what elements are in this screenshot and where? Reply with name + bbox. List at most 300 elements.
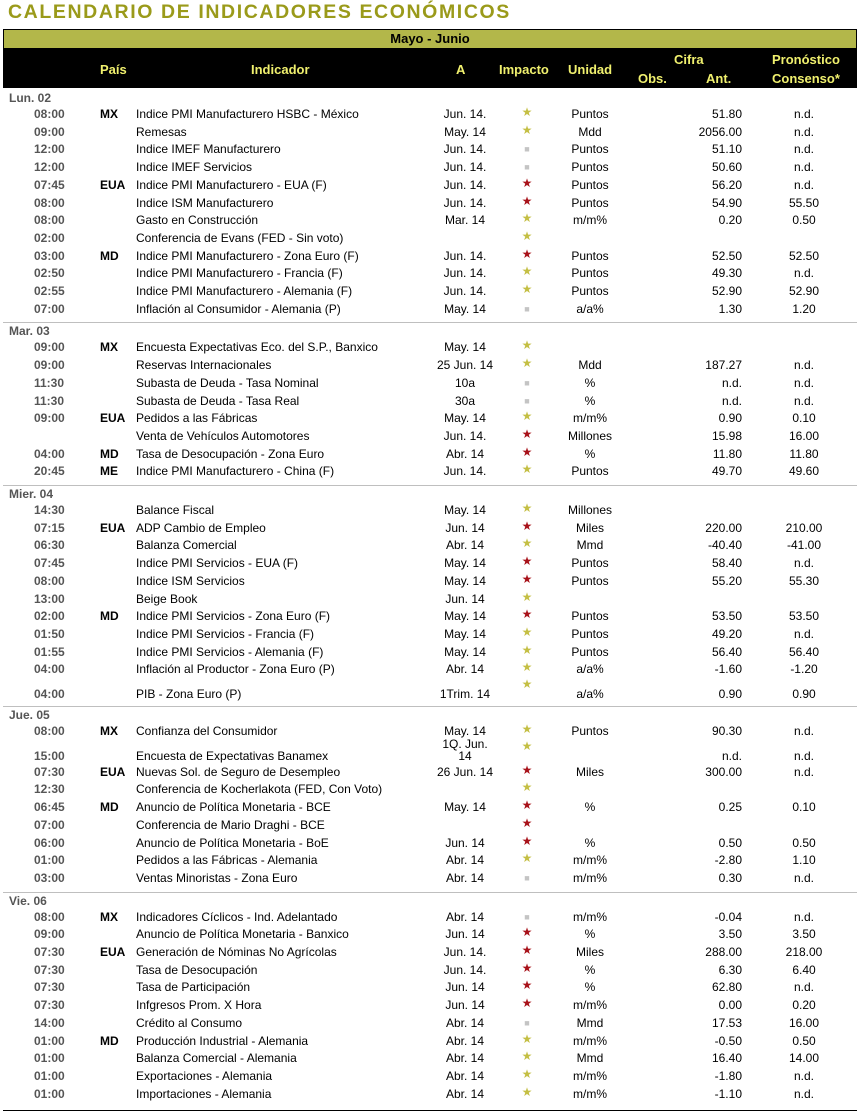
table-row xyxy=(0,105,859,123)
period-band: Mayo - Junio xyxy=(3,29,857,49)
consensus-cell: 16.00 xyxy=(788,1015,820,1030)
table-row xyxy=(0,176,859,194)
time-cell: 09:00 xyxy=(34,124,65,139)
previous-value-cell: n.d. xyxy=(721,748,742,763)
period-cell: May. 14 xyxy=(444,556,486,571)
impact-medium-icon: ★ xyxy=(521,282,533,296)
page-title: CALENDARIO DE INDICADORES ECONÓMICOS xyxy=(8,1,511,23)
indicator-cell: Balanza Comercial xyxy=(136,538,237,553)
previous-value-cell: 52.90 xyxy=(711,284,742,298)
time-cell: 14:30 xyxy=(34,503,65,517)
period-cell: Abr. 14 xyxy=(445,853,485,868)
previous-value-cell: 49.30 xyxy=(711,266,742,281)
day-separator xyxy=(3,706,857,707)
impact-high-icon: ★ xyxy=(521,607,533,622)
unit-cell: Puntos xyxy=(571,644,609,659)
period-cell: May. 14 xyxy=(444,609,486,624)
table-row xyxy=(0,625,859,643)
consensus-cell: 49.60 xyxy=(788,464,820,479)
impact-medium-icon: ★ xyxy=(521,1031,533,1046)
time-cell: 04:00 xyxy=(34,662,65,677)
previous-value-cell: 58.40 xyxy=(711,556,742,571)
table-row xyxy=(0,780,859,798)
period-cell: Jun. 14. xyxy=(443,266,487,281)
consensus-cell: 0.50 xyxy=(792,213,816,228)
time-cell: 04:00 xyxy=(34,446,65,461)
impact-medium-icon: ★ xyxy=(521,264,533,279)
time-cell: 02:00 xyxy=(34,230,65,245)
period-cell: Abr. 14 xyxy=(445,1086,485,1101)
consensus-cell: 16.00 xyxy=(788,428,820,443)
consensus-cell: n.d. xyxy=(793,160,814,175)
impact-medium-icon: ★ xyxy=(521,1049,533,1064)
period-cell: Mar. 14 xyxy=(444,213,486,228)
consensus-cell: 0.50 xyxy=(792,835,816,850)
col-ant: Ant. xyxy=(706,71,732,86)
time-cell: 08:00 xyxy=(34,573,65,588)
unit-cell: % xyxy=(584,962,596,977)
indicator-cell: Producción Industrial - Alemania xyxy=(136,1033,309,1048)
time-cell: 14:00 xyxy=(34,1015,65,1030)
time-cell: 07:30 xyxy=(34,945,65,959)
time-cell: 01:00 xyxy=(34,1033,65,1048)
unit-cell: Puntos xyxy=(571,609,609,624)
indicator-cell: Encuesta de Expectativas Banamex xyxy=(136,748,329,763)
table-row xyxy=(0,140,859,158)
period-cell: May. 14 xyxy=(444,644,486,659)
table-row xyxy=(0,660,859,678)
consensus-cell: n.d. xyxy=(793,107,814,121)
impact-medium-icon: ★ xyxy=(521,589,533,604)
table-row xyxy=(0,264,859,282)
table-row xyxy=(0,392,859,410)
time-cell: 13:00 xyxy=(34,591,65,606)
table-row xyxy=(0,763,859,781)
country-cell: EUA xyxy=(100,177,126,192)
indicator-cell: ADP Cambio de Empleo xyxy=(136,520,266,535)
time-cell: 07:15 xyxy=(34,520,65,535)
previous-value-cell: n.d. xyxy=(721,375,742,390)
impact-high-icon: ★ xyxy=(521,193,533,208)
consensus-cell: 55.50 xyxy=(788,195,820,210)
time-cell: 03:00 xyxy=(34,248,65,263)
table-row xyxy=(0,536,859,554)
previous-value-cell: 56.20 xyxy=(711,177,742,192)
table-row xyxy=(0,554,859,572)
period-cell: Jun. 14. xyxy=(443,284,487,298)
indicator-cell: Indice PMI Manufacturero - China (F) xyxy=(136,464,335,479)
day-label: Jue. 05 xyxy=(9,708,50,722)
consensus-cell: 3.50 xyxy=(792,927,816,942)
indicator-cell: Anuncio de Política Monetaria - BoE xyxy=(136,835,329,850)
period-cell: Jun. 14 xyxy=(445,980,485,995)
period-cell: May. 14 xyxy=(444,800,486,815)
table-row xyxy=(0,851,859,869)
previous-value-cell: 49.70 xyxy=(711,464,742,479)
period-cell: May. 14 xyxy=(444,340,486,355)
impact-medium-icon: ★ xyxy=(521,536,533,551)
table-row xyxy=(0,943,859,961)
table-row xyxy=(0,834,859,852)
time-cell: 01:00 xyxy=(34,1051,65,1066)
time-cell: 07:00 xyxy=(34,301,65,316)
period-cell: Jun. 14. xyxy=(443,962,487,977)
unit-cell: m/m% xyxy=(573,1033,607,1048)
unit-cell: Puntos xyxy=(571,573,609,588)
table-row xyxy=(0,229,859,247)
time-cell: 01:00 xyxy=(34,1086,65,1101)
unit-cell: Puntos xyxy=(571,177,609,192)
unit-cell: Miles xyxy=(575,764,604,779)
indicator-cell: Inflación al Consumidor - Alemania (P) xyxy=(136,301,341,316)
table-row xyxy=(0,247,859,265)
period-cell: Jun. 14 xyxy=(445,591,485,606)
impact-low-icon: ■ xyxy=(524,1017,530,1028)
indicator-cell: Balance Fiscal xyxy=(136,503,215,517)
indicator-cell: Balanza Comercial - Alemania xyxy=(136,1051,297,1066)
day-separator xyxy=(3,322,857,323)
impact-medium-icon: ★ xyxy=(521,122,533,137)
previous-value-cell: 2056.00 xyxy=(698,124,742,139)
indicator-cell: Indice IMEF Manufacturero xyxy=(136,142,281,157)
unit-cell: a/a% xyxy=(576,301,604,316)
table-row xyxy=(0,501,859,519)
period-cell: Abr. 14 xyxy=(445,870,485,885)
country-cell: MD xyxy=(100,800,119,815)
unit-cell: % xyxy=(584,393,596,408)
impact-high-icon: ★ xyxy=(521,978,533,993)
consensus-cell: 0.10 xyxy=(792,411,816,426)
time-cell: 06:00 xyxy=(34,835,65,850)
indicator-cell: Indice PMI Manufacturero - EUA (F) xyxy=(136,177,327,192)
impact-medium-icon: ★ xyxy=(521,642,533,657)
table-row xyxy=(0,409,859,427)
period-cell: Jun. 14. xyxy=(443,945,487,959)
indicator-cell: Indice PMI Servicios - Alemania (F) xyxy=(136,644,324,659)
unit-cell: m/m% xyxy=(573,998,607,1013)
indicator-cell: Indice PMI Manufacturero - Alemania (F) xyxy=(136,284,353,298)
previous-value-cell: -0.50 xyxy=(714,1033,742,1048)
country-cell: MD xyxy=(100,609,119,624)
indicator-cell: PIB - Zona Euro (P) xyxy=(136,687,242,701)
previous-value-cell: -2.80 xyxy=(714,853,742,868)
impact-medium-icon: ★ xyxy=(521,851,533,866)
consensus-cell: n.d. xyxy=(793,556,814,571)
indicator-cell: Indicadores Cíclicos - Ind. Adelantado xyxy=(136,909,338,924)
period-cell: Abr. 14 xyxy=(445,1015,485,1030)
unit-cell: Millones xyxy=(567,503,612,517)
unit-cell: % xyxy=(584,980,596,995)
previous-value-cell: 1.30 xyxy=(718,301,742,316)
table-row xyxy=(0,869,859,887)
period-cell: May. 14 xyxy=(444,724,486,738)
period-cell-line2: 14 xyxy=(458,748,472,763)
impact-high-icon: ★ xyxy=(521,571,533,586)
unit-cell: Puntos xyxy=(571,248,609,263)
previous-value-cell: 0.20 xyxy=(718,213,742,228)
col-impacto: Impacto xyxy=(499,62,549,77)
consensus-cell: 218.00 xyxy=(785,945,823,959)
previous-value-cell: 0.90 xyxy=(718,687,742,701)
period-cell: Abr. 14 xyxy=(445,909,485,924)
previous-value-cell: -1.10 xyxy=(714,1086,742,1101)
impact-medium-icon: ★ xyxy=(521,624,533,639)
previous-value-cell: 52.50 xyxy=(711,248,742,263)
country-cell: EUA xyxy=(100,520,126,535)
period-cell: Jun. 14. xyxy=(443,428,487,443)
previous-value-cell: 6.30 xyxy=(718,962,742,977)
period-cell: Jun. 14 xyxy=(445,927,485,942)
unit-cell: Puntos xyxy=(571,195,609,210)
table-row xyxy=(0,798,859,816)
previous-value-cell: 0.25 xyxy=(718,800,742,815)
indicator-cell: Anuncio de Política Monetaria - BCE xyxy=(136,800,331,815)
day-label: Mar. 03 xyxy=(9,324,50,339)
previous-value-cell: 288.00 xyxy=(705,945,742,959)
unit-cell: Puntos xyxy=(571,556,609,571)
col-pronostico: Pronóstico xyxy=(772,52,840,67)
impact-medium-icon: ★ xyxy=(521,1066,533,1081)
consensus-cell: 210.00 xyxy=(785,520,823,535)
time-cell: 07:00 xyxy=(34,817,65,832)
table-row xyxy=(0,678,859,701)
time-cell: 02:00 xyxy=(34,609,65,624)
previous-value-cell: 3.50 xyxy=(718,927,742,942)
time-cell: 15:00 xyxy=(34,748,65,763)
col-consenso: Consenso* xyxy=(772,71,840,86)
consensus-cell: 6.40 xyxy=(792,962,816,977)
table-row xyxy=(0,1067,859,1085)
unit-cell: m/m% xyxy=(573,870,607,885)
impact-medium-icon: ★ xyxy=(521,677,533,691)
unit-cell: m/m% xyxy=(573,853,607,868)
period-cell: May. 14 xyxy=(444,503,486,517)
period-cell: Jun. 14. xyxy=(443,160,487,175)
consensus-cell: -41.00 xyxy=(786,538,822,553)
time-cell: 09:00 xyxy=(34,340,65,355)
impact-medium-icon: ★ xyxy=(521,1084,533,1099)
time-cell: 04:00 xyxy=(34,687,65,701)
indicator-cell: Conferencia de Mario Draghi - BCE xyxy=(136,817,325,832)
indicator-cell: Reservas Internacionales xyxy=(136,358,272,373)
previous-value-cell: 62.80 xyxy=(711,980,742,995)
table-row xyxy=(0,158,859,176)
time-cell: 20:45 xyxy=(34,464,65,479)
impact-medium-icon: ★ xyxy=(521,356,533,371)
unit-cell: Puntos xyxy=(571,724,609,738)
previous-value-cell: 0.90 xyxy=(718,411,742,426)
time-cell: 01:00 xyxy=(34,1068,65,1083)
indicator-cell: Indice ISM Servicios xyxy=(136,573,245,588)
unit-cell: m/m% xyxy=(573,1086,607,1101)
unit-cell: Puntos xyxy=(571,142,609,157)
consensus-cell: n.d. xyxy=(793,909,814,924)
time-cell: 01:50 xyxy=(34,626,65,641)
col-obs: Obs. xyxy=(638,71,667,86)
country-cell: MD xyxy=(100,248,119,263)
consensus-cell: n.d. xyxy=(793,1068,814,1083)
period-cell: Jun. 14. xyxy=(443,142,487,157)
consensus-cell: 53.50 xyxy=(788,609,820,624)
country-cell: EUA xyxy=(100,945,126,959)
period-cell: May. 14 xyxy=(444,301,486,316)
consensus-cell: 1.20 xyxy=(792,301,816,316)
table-row xyxy=(0,300,859,318)
time-cell: 08:00 xyxy=(34,213,65,228)
table-row xyxy=(0,282,859,300)
indicator-cell: Confianza del Consumidor xyxy=(136,724,278,738)
consensus-cell: n.d. xyxy=(793,358,814,373)
consensus-cell: 55.30 xyxy=(788,573,820,588)
previous-value-cell: 11.80 xyxy=(712,446,742,461)
consensus-cell: 14.00 xyxy=(788,1051,820,1066)
impact-high-icon: ★ xyxy=(521,960,533,975)
day-label: Vie. 06 xyxy=(9,893,47,908)
consensus-cell: n.d. xyxy=(793,266,814,281)
period-cell: Jun. 14. xyxy=(443,248,487,263)
time-cell: 02:55 xyxy=(34,284,65,298)
unit-cell: m/m% xyxy=(573,1068,607,1083)
impact-high-icon: ★ xyxy=(521,815,533,830)
consensus-cell: 0.10 xyxy=(792,800,816,815)
table-row xyxy=(0,590,859,608)
previous-value-cell: 16.40 xyxy=(711,1051,742,1066)
impact-medium-icon: ★ xyxy=(521,211,533,226)
indicator-cell: Encuesta Expectativas Eco. del S.P., Banxico xyxy=(136,340,378,355)
unit-cell: Miles xyxy=(575,520,604,535)
time-cell: 08:00 xyxy=(34,724,65,738)
impact-low-icon: ■ xyxy=(524,377,530,388)
table-row xyxy=(0,211,859,229)
time-cell: 12:00 xyxy=(34,142,65,157)
time-cell: 09:00 xyxy=(34,358,65,373)
consensus-cell: 0.20 xyxy=(792,998,816,1013)
indicator-cell: Indice PMI Manufacturero - Francia (F) xyxy=(136,266,343,281)
impact-high-icon: ★ xyxy=(521,925,533,940)
time-cell: 08:00 xyxy=(34,909,65,924)
period-cell: Jun. 14 xyxy=(445,835,485,850)
bottom-rule xyxy=(3,1110,857,1111)
time-cell: 11:30 xyxy=(34,375,65,390)
period-cell: Abr. 14 xyxy=(445,538,485,553)
previous-value-cell: 15.98 xyxy=(711,428,742,443)
period-cell: Abr. 14 xyxy=(445,446,485,461)
country-cell: MD xyxy=(100,446,119,461)
time-cell: 06:45 xyxy=(34,800,65,815)
unit-cell: Puntos xyxy=(571,107,609,121)
consensus-cell: n.d. xyxy=(793,142,814,157)
indicator-cell: Indice IMEF Servicios xyxy=(136,160,253,175)
indicator-cell: Subasta de Deuda - Tasa Real xyxy=(136,393,300,408)
col-indicador: Indicador xyxy=(251,62,310,77)
previous-value-cell: 90.30 xyxy=(711,724,742,738)
unit-cell: Mmd xyxy=(576,1051,604,1066)
indicator-cell: Exportaciones - Alemania xyxy=(136,1068,273,1083)
indicator-cell: Subasta de Deuda - Tasa Nominal xyxy=(136,375,319,390)
previous-value-cell: 49.20 xyxy=(711,626,742,641)
consensus-cell: n.d. xyxy=(793,764,814,779)
country-cell: MD xyxy=(100,1033,119,1048)
day-separator xyxy=(3,485,857,486)
previous-value-cell: -40.40 xyxy=(707,538,742,553)
period-cell: 1Q. Jun. xyxy=(442,736,488,751)
day-separator xyxy=(3,892,857,893)
table-row xyxy=(0,356,859,374)
table-row xyxy=(0,123,859,141)
consensus-cell: n.d. xyxy=(793,870,814,885)
consensus-cell: n.d. xyxy=(793,124,814,139)
indicator-cell: Indice PMI Manufacturero HSBC - México xyxy=(136,107,359,121)
time-cell: 11:30 xyxy=(34,393,65,408)
country-cell: MX xyxy=(100,909,118,924)
previous-value-cell: 50.60 xyxy=(711,160,742,175)
previous-value-cell: 0.00 xyxy=(718,998,742,1013)
consensus-cell: 52.90 xyxy=(788,284,820,298)
day-label: Mier. 04 xyxy=(9,487,54,501)
time-cell: 08:00 xyxy=(34,107,65,121)
period-cell: Abr. 14 xyxy=(445,1068,485,1083)
impact-high-icon: ★ xyxy=(521,762,533,777)
unit-cell: Puntos xyxy=(571,160,609,175)
unit-cell: Puntos xyxy=(571,626,609,641)
previous-value-cell: 17.53 xyxy=(711,1015,742,1030)
time-cell: 01:00 xyxy=(34,853,65,868)
table-row xyxy=(0,925,859,943)
indicator-cell: Crédito al Consumo xyxy=(136,1015,243,1030)
impact-medium-icon: ★ xyxy=(521,660,533,675)
indicator-cell: Conferencia de Kocherlakota (FED, Con Voto) xyxy=(136,782,383,797)
impact-high-icon: ★ xyxy=(521,175,533,190)
impact-medium-icon: ★ xyxy=(521,338,533,353)
unit-cell: Puntos xyxy=(571,266,609,281)
previous-value-cell: -0.04 xyxy=(714,909,742,924)
unit-cell: Millones xyxy=(567,428,612,443)
unit-cell: Puntos xyxy=(571,464,609,479)
table-row xyxy=(0,996,859,1014)
time-cell: 03:00 xyxy=(34,870,65,885)
unit-cell: % xyxy=(584,800,596,815)
period-cell: May. 14 xyxy=(444,411,486,426)
previous-value-cell: 56.40 xyxy=(711,644,742,659)
indicator-cell: Tasa de Desocupación - Zona Euro xyxy=(136,446,325,461)
impact-high-icon: ★ xyxy=(521,518,533,533)
consensus-cell: n.d. xyxy=(793,393,814,408)
time-cell: 09:00 xyxy=(34,927,65,942)
table-row xyxy=(0,374,859,392)
unit-cell: Puntos xyxy=(571,284,609,298)
consensus-cell: 0.50 xyxy=(792,1033,816,1048)
unit-cell: % xyxy=(584,835,596,850)
period-cell: 1Trim. 14 xyxy=(439,687,491,701)
time-cell: 01:55 xyxy=(34,644,65,659)
table-row xyxy=(0,978,859,996)
period-cell: Jun. 14. xyxy=(443,464,487,479)
time-cell: 07:30 xyxy=(34,980,65,995)
country-cell: ME xyxy=(100,464,118,479)
time-cell: 12:00 xyxy=(34,160,65,175)
previous-value-cell: 55.20 xyxy=(711,573,742,588)
table-row xyxy=(0,427,859,445)
indicator-cell: Beige Book xyxy=(136,591,198,606)
table-row xyxy=(0,462,859,480)
period-cell: Jun. 14 xyxy=(445,520,485,535)
consensus-cell: n.d. xyxy=(793,626,814,641)
period-cell: May. 14 xyxy=(444,626,486,641)
country-cell: EUA xyxy=(100,411,126,426)
country-cell: MX xyxy=(100,340,118,355)
impact-low-icon: ■ xyxy=(524,303,530,314)
impact-medium-icon: ★ xyxy=(521,105,533,119)
